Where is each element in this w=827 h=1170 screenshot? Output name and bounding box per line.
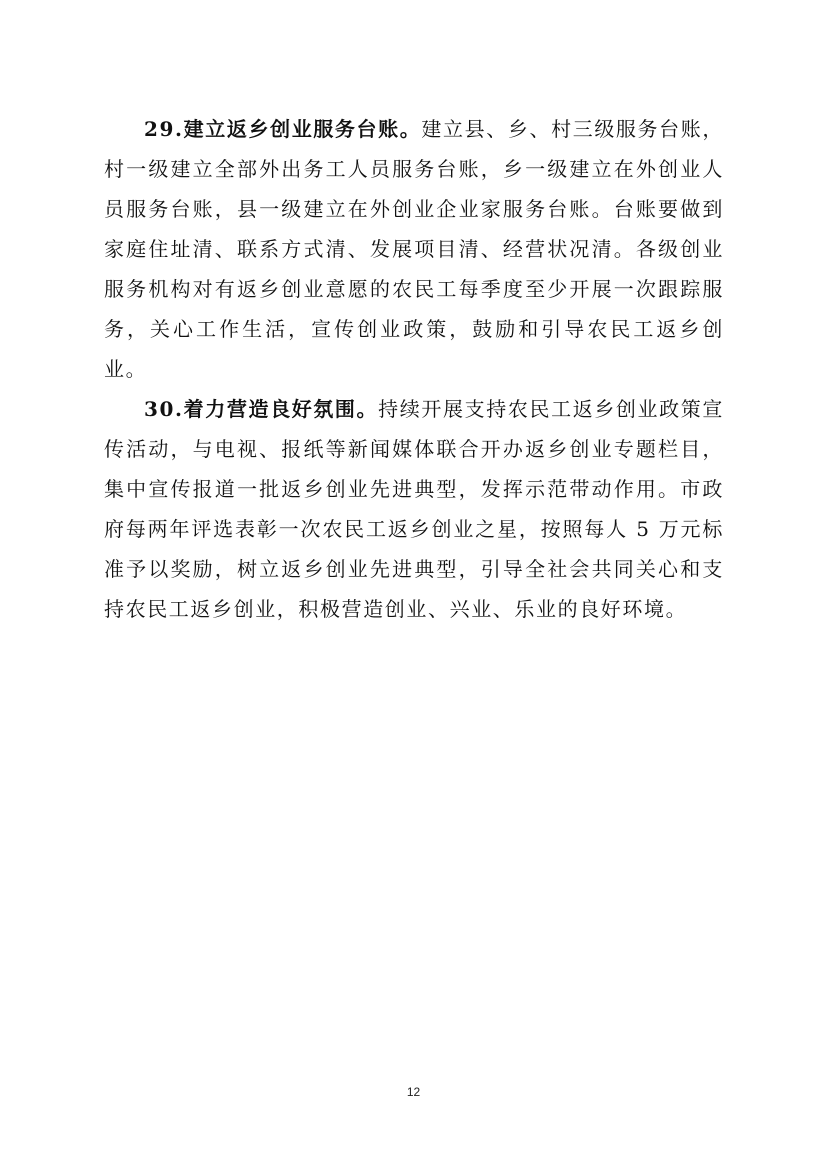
page-number: 12: [406, 1085, 421, 1099]
paragraph-30-body: 持续开展支持农民工返乡创业政策宣传活动，与电视、报纸等新闻媒体联合开办返乡创业专题栏目，集中宣传报道一批返乡创业先进典型，发挥示范带动作用。市政府每两年评选表彰一次农民工返乡创业之星，按照每人 5 万元标准予以奖励，树立返乡创业先进典型，引导全社会共同关心和支持农民工返乡创业，积极营造创业、兴业、乐业的良好环境。: [104, 397, 724, 621]
paragraph-29-heading: 29.建立返乡创业服务台账。: [144, 117, 422, 141]
paragraph-30: [104, 389, 724, 629]
paragraph-29: [104, 109, 724, 389]
paragraph-30-heading: 30.着力营造良好氛围。: [144, 397, 379, 421]
document-body: [104, 109, 724, 629]
paragraph-29-body: 建立县、乡、村三级服务台账，村一级建立全部外出务工人员服务台账，乡一级建立在外创业人员服务台账，县一级建立在外创业企业家服务台账。台账要做到家庭住址清、联系方式清、发展项目清、经营状况清。各级创业服务机构对有返乡创业意愿的农民工每季度至少开展一次跟踪服务，关心工作生活，宣传创业政策，鼓励和引导农民工返乡创业。: [104, 117, 724, 381]
